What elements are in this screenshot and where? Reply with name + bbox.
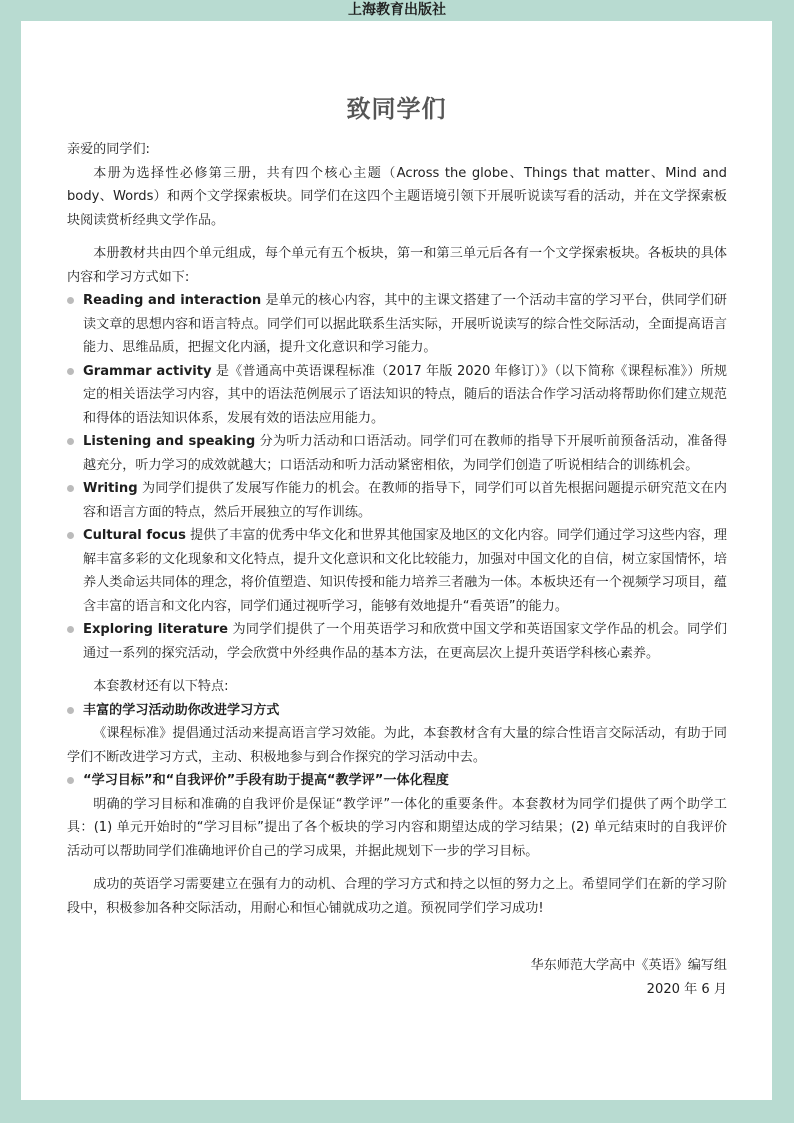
closing-paragraph: 成功的英语学习需要建立在强有力的动机、合理的学习方式和持之以恒的努力之上。希望同学们在新的学习阶段中，积极参加各种交际活动，用耐心和恒心铺就成功之道。预祝同学们学习成功!	[67, 877, 727, 916]
section-name: Writing	[83, 481, 138, 496]
salutation: 亲爱的同学们:	[67, 142, 150, 157]
section-name: Cultural focus	[83, 528, 186, 543]
feature-text: 《课程标准》提倡通过活动来提高语言学习效能。为此，本套教材含有大量的综合性语言交际活动，有助于同学们不断改进学习方式，主动、积极地参与到合作探究的学习活动中去。	[67, 726, 727, 765]
section-text: 是单元的核心内容，其中的主课文搭建了一个活动丰富的学习平台，供同学们研读文章的思想内容和语言特点。同学们可以据此联系生活实际，开展听说读写的综合性交际活动，全面提高语言能力、思维品质，把握文化内涵，提升文化意识和学习能力。	[83, 293, 727, 355]
document-page	[21, 21, 772, 1100]
section-text: 提供了丰富的优秀中华文化和世界其他国家及地区的文化内容。同学们通过学习这些内容，理解丰富多彩的文化现象和文化特点，提升文化意识和文化比较能力，加强对中国文化的自信，树立家国情怀，培养人类命运共同体的理念，将价值塑造、知识传授和能力培养三者融为一体。本板块还有一个视频学习项目，蕴含丰富的语言和文化内容，同学们通过视听学习，能够有效地提升“看英语”的能力。	[83, 528, 727, 614]
section-literature	[67, 618, 727, 665]
section-text: 分为听力活动和口语活动。同学们可在教师的指导下开展听前预备活动，准备得越充分，听力学习的成效就越大；口语活动和听力活动紧密相依，为同学们创造了听说相结合的训练机会。	[83, 434, 727, 473]
section-name: Listening and speaking	[83, 434, 256, 449]
date: 2020 年 6 月	[646, 981, 727, 997]
bullet-icon	[67, 626, 74, 633]
section-name: Reading and interaction	[83, 293, 262, 308]
bullet-icon	[67, 368, 74, 375]
section-text: 为同学们提供了一个用英语学习和欣赏中国文学和英语国家文学作品的机会。同学们通过一系列的探究活动，学会欣赏中外经典作品的基本方法，在更高层次上提升英语学科核心素养。	[83, 622, 727, 661]
section-writing	[67, 477, 727, 524]
section-reading	[67, 289, 727, 360]
page-title: 致同学们	[346, 95, 447, 123]
section-name: Exploring literature	[83, 622, 229, 637]
feature-heading	[67, 699, 727, 723]
bullet-icon	[67, 297, 74, 304]
section-text: 为同学们提供了发展写作能力的机会。在教师的指导下，同学们可以首先根据问题提示研究范文在内容和语言方面的特点，然后开展独立的写作训练。	[83, 481, 727, 520]
signature: 华东师范大学高中《英语》编写组	[530, 958, 727, 973]
section-grammar	[67, 360, 727, 431]
section-cultural	[67, 524, 727, 618]
feature-heading	[67, 769, 727, 793]
intro-paragraph: 本册为选择性必修第三册，共有四个核心主题（Across the globe、Things that matter、Mind and body、Words）和两个文学探索板块。同学们在这四个主题语境引领下开展听说读写看的活动，并在文学探索板块阅读赏析经典文学作品。	[67, 165, 727, 228]
bullet-icon	[67, 532, 74, 539]
feature-heading-text: “学习目标”和“自我评价”手段有助于提高“教学评”一体化程度	[83, 773, 449, 788]
section-name: Grammar activity	[83, 363, 212, 379]
bullet-icon	[67, 777, 74, 784]
letter-body	[67, 138, 727, 1001]
bullet-icon	[67, 485, 74, 492]
section-text: 是《普通高中英语课程标准（2017 年版 2020 年修订）》（以下简称《课程标准》）所规定的相关语法学习内容，其中的语法范例展示了语法知识的特点，随后的语法合作学习活动将帮助你们建立规范和得体的语法知识体系，发展有效的语法应用能力。	[83, 363, 727, 426]
bullet-icon	[67, 707, 74, 714]
structure-paragraph: 本册教材共由四个单元组成，每个单元有五个板块，第一和第三单元后各有一个文学探索板块。各板块的具体内容和学习方式如下:	[67, 246, 727, 285]
features-intro: 本套教材还有以下特点:	[93, 679, 229, 694]
publisher-header: 上海教育出版社	[348, 2, 446, 18]
feature-heading-text: 丰富的学习活动助你改进学习方式	[83, 702, 280, 718]
bullet-icon	[67, 438, 74, 445]
feature-text: 明确的学习目标和准确的自我评价是保证“教学评”一体化的重要条件。本套教材为同学们提供了两个助学工具：(1) 单元开始时的“学习目标”提出了各个板块的学习内容和期望达成的学习结果；(2) 单元结束时的自我评价活动可以帮助同学们准确地评价自己的学习成果，并据此规划下一步的学习目标。	[67, 796, 727, 859]
section-listening	[67, 430, 727, 477]
